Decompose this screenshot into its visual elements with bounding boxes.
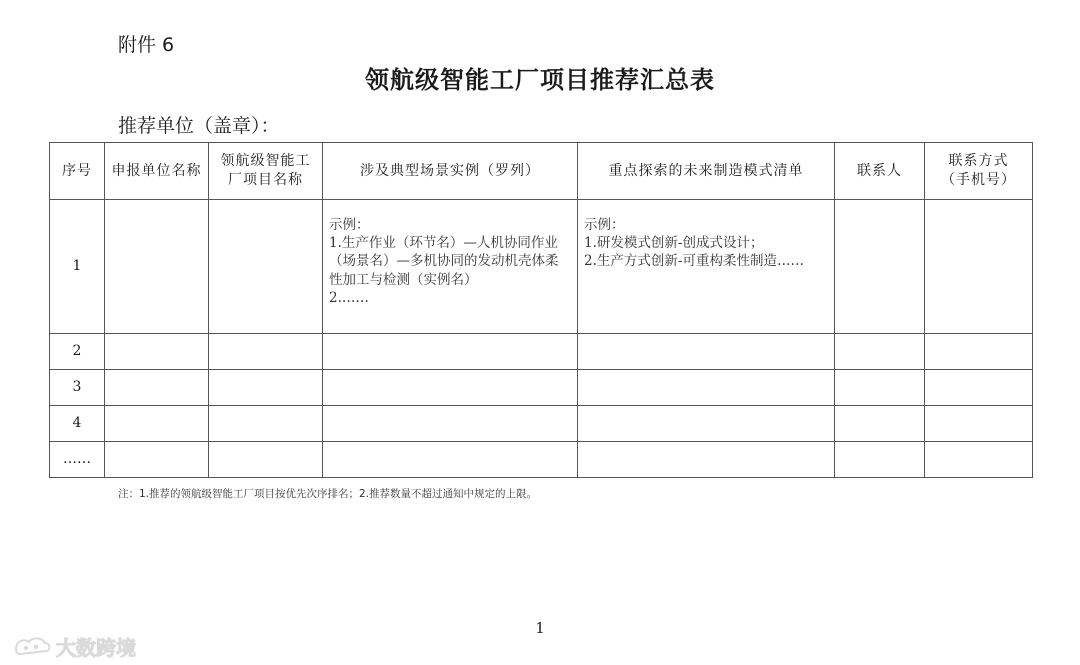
row-seq: 3 [50, 370, 105, 406]
contact-phone-cell[interactable] [925, 200, 1033, 334]
applicant-name-cell[interactable] [105, 334, 209, 370]
scenarios-cell[interactable] [323, 370, 578, 406]
table-row [50, 370, 1033, 406]
header-applicant-name: 申报单位名称 [105, 143, 209, 200]
contact-person-cell[interactable] [835, 200, 925, 334]
table-row [50, 334, 1033, 370]
scenarios-cell[interactable] [323, 442, 578, 478]
example-line: 示例： [329, 217, 370, 233]
header-project-name: 领航级智能工厂项目名称 [209, 143, 323, 200]
modes-cell[interactable] [578, 334, 835, 370]
example-line: 示例： [584, 217, 625, 233]
applicant-name-cell[interactable] [105, 406, 209, 442]
watermark-text: 大数跨境 [56, 636, 136, 660]
row-seq: 2 [50, 334, 105, 370]
example-line: 1.研发模式创新-创成式设计； [584, 235, 764, 252]
contact-phone-cell[interactable] [925, 406, 1033, 442]
row-seq: 4 [50, 406, 105, 442]
recommending-unit-label: 推荐单位（盖章）： [118, 115, 280, 137]
example-line: 2.生产方式创新-可重构柔性制造…… [584, 253, 804, 270]
page-number: 1 [535, 619, 545, 637]
project-name-cell[interactable] [209, 370, 323, 406]
contact-person-cell[interactable] [835, 442, 925, 478]
project-name-cell[interactable] [209, 334, 323, 370]
header-scenarios: 涉及典型场景实例（罗列） [323, 143, 578, 200]
watermark-logo-icon [12, 635, 52, 659]
example-line: 2.…… [329, 289, 369, 306]
applicant-name-cell[interactable] [105, 370, 209, 406]
watermark [12, 632, 136, 661]
project-name-cell[interactable] [209, 200, 323, 334]
applicant-name-cell[interactable] [105, 442, 209, 478]
modes-cell[interactable] [578, 406, 835, 442]
table-row [50, 406, 1033, 442]
table-row [50, 442, 1033, 478]
project-name-cell[interactable] [209, 406, 323, 442]
table-row [50, 200, 1033, 334]
scenarios-cell[interactable] [323, 406, 578, 442]
document-title: 领航级智能工厂项目推荐汇总表 [365, 65, 715, 94]
modes-example-cell[interactable] [578, 200, 835, 334]
row-seq: …… [50, 442, 105, 478]
contact-person-cell[interactable] [835, 370, 925, 406]
table-header-row [50, 143, 1033, 200]
applicant-name-cell[interactable] [105, 200, 209, 334]
scenarios-cell[interactable] [323, 334, 578, 370]
contact-person-cell[interactable] [835, 334, 925, 370]
modes-cell[interactable] [578, 370, 835, 406]
scenarios-example-cell[interactable] [323, 200, 578, 334]
summary-table [49, 142, 1033, 478]
modes-cell[interactable] [578, 442, 835, 478]
header-future-modes: 重点探索的未来制造模式清单 [578, 143, 835, 200]
project-name-cell[interactable] [209, 442, 323, 478]
row-seq: 1 [50, 200, 105, 334]
contact-phone-cell[interactable] [925, 334, 1033, 370]
attachment-label: 附件 6 [118, 34, 175, 56]
contact-phone-cell[interactable] [925, 442, 1033, 478]
example-line: 1.生产作业（环节名）—人机协同作业（场景名）—多机协同的发动机壳体柔性加工与检测（实例名） [329, 235, 559, 288]
header-contact-person: 联系人 [835, 143, 925, 200]
header-contact-phone: 联系方式（手机号） [925, 143, 1033, 200]
header-seq: 序号 [50, 143, 105, 200]
contact-person-cell[interactable] [835, 406, 925, 442]
contact-phone-cell[interactable] [925, 370, 1033, 406]
footnote: 注：1.推荐的领航级智能工厂项目按优先次序排名；2.推荐数量不超过通知中规定的上限。 [118, 488, 538, 500]
